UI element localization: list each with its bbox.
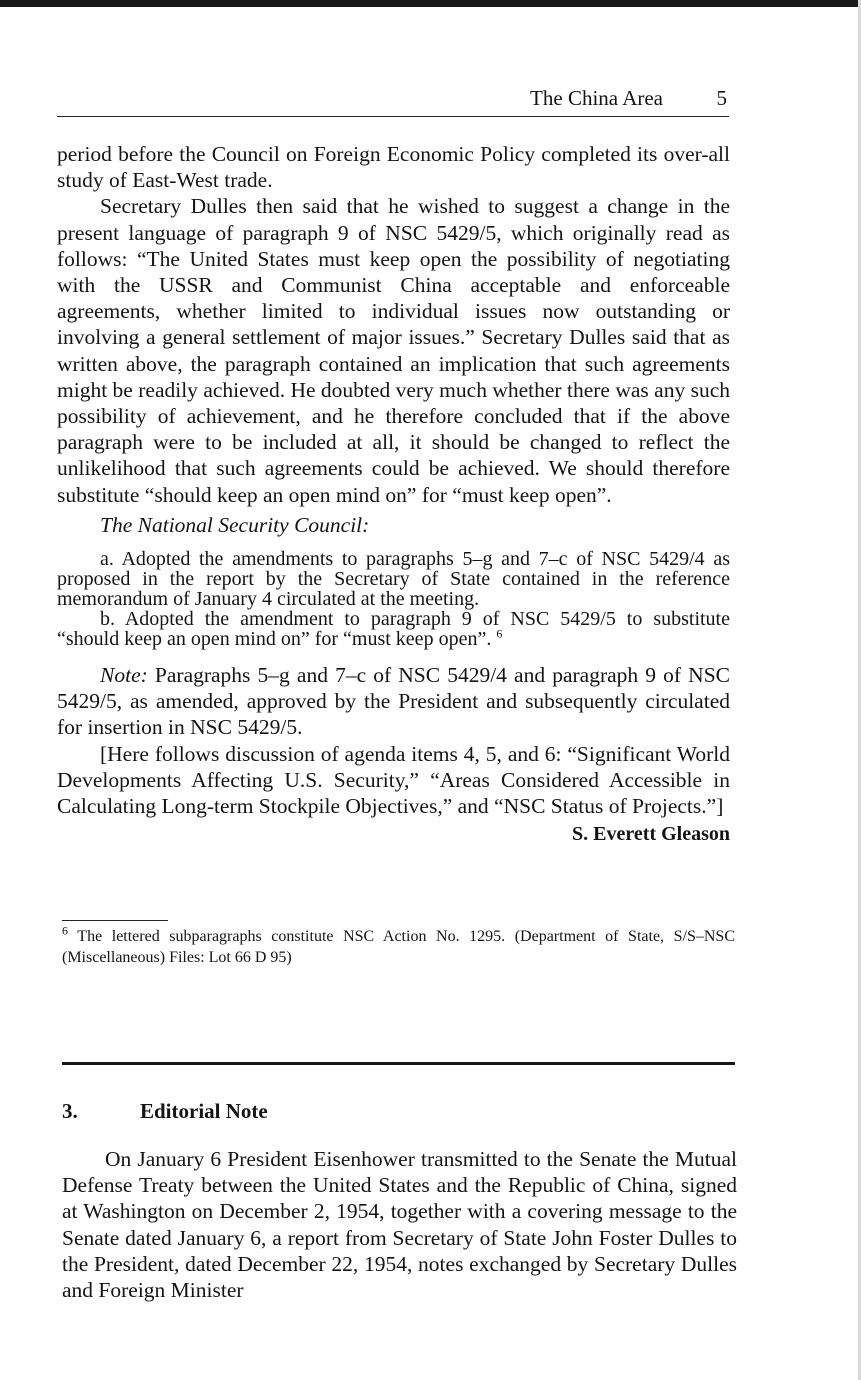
note-label: Note: bbox=[100, 663, 148, 688]
subparagraph-a: a. Adopted the amendments to paragraphs 5–g and 7–c of NSC 5429/4 as proposed in the report by the Secretary of State contained in the reference memorandum of January 4 circulated at the meeting. bbox=[57, 548, 730, 611]
note-text: Paragraphs 5–g and 7–c of NSC 5429/4 and paragraph 9 of NSC 5429/5, as amended, approved by the President and subsequently circulated for insertion in NSC 5429/5. bbox=[57, 663, 730, 740]
page-header bbox=[57, 86, 729, 117]
section-number: 3. bbox=[62, 1099, 78, 1123]
paragraph-dulles: Secretary Dulles then said that he wished to suggest a change in the present language of paragraph 9 of NSC 5429/5, which originally read as follows: “The United States must keep open the possibility of negotiating with the USSR and Communist China acceptable and enforceable agreements, whether limited to individual issues now outstanding or involving a general settlement of major issues.” Secretary Dulles said that as written above, the paragraph contained an implication that such agreements might be readily achieved. He doubted very much whether there was any such possibility of achievement, and he therefore concluded that if the above paragraph were to be included at all, it should be changed to reflect the unlikelihood that such agreements could be achieved. We should therefore substitute “should keep an open mind on” for “must keep open”. bbox=[57, 194, 730, 507]
editorial-note-paragraph: On January 6 President Eisenhower transmitted to the Senate the Mutual Defense Treaty between the United States and the Republic of China, signed at Washington on December 2, 1954, together with a covering message to the Senate dated January 6, a report from Secretary of State John Foster Dulles to the President, dated December 22, 1954, notes exchanged by Secretary Dulles and Foreign Minister bbox=[62, 1147, 737, 1303]
footnote-rule bbox=[62, 920, 168, 921]
document-body bbox=[57, 141, 730, 847]
footnote bbox=[62, 923, 735, 968]
footnote-text: The lettered subparagraphs constitute NSC Action No. 1295. (Department of State, S/S–NSC (Miscellaneous) Files: Lot 66 D 95) bbox=[62, 928, 735, 966]
subparagraph-b-text: b. Adopted the amendment to paragraph 9 of NSC 5429/5 to substitute “should keep an open mind on” for “must keep open”. bbox=[57, 608, 730, 651]
note-paragraph bbox=[57, 662, 730, 741]
top-edge-bar bbox=[0, 0, 861, 7]
page-number: 5 bbox=[716, 86, 727, 110]
section-heading bbox=[62, 1099, 268, 1124]
running-head: The China Area bbox=[530, 86, 663, 110]
subparagraph-b bbox=[57, 609, 730, 649]
council-label: The National Security Council: bbox=[100, 512, 370, 537]
editorial-note-body bbox=[62, 1146, 737, 1303]
section-divider bbox=[62, 1062, 735, 1065]
section-title: Editorial Note bbox=[140, 1099, 268, 1123]
bracket-paragraph: [Here follows discussion of agenda items 4, 5, and 6: “Significant World Developments Affecting U.S. Security,” “Areas Considered Accessible in Calculating Long-term Stockpile Objectives,” and “NSC Status of Projects.”] bbox=[57, 741, 730, 819]
footnote-ref-marker: 6 bbox=[496, 626, 503, 641]
footnote-marker: 6 bbox=[62, 923, 68, 938]
paragraph-continuation: period before the Council on Foreign Economic Policy completed its over-all study of East-West trade. bbox=[57, 142, 730, 193]
signature: S. Everett Gleason bbox=[572, 823, 730, 846]
